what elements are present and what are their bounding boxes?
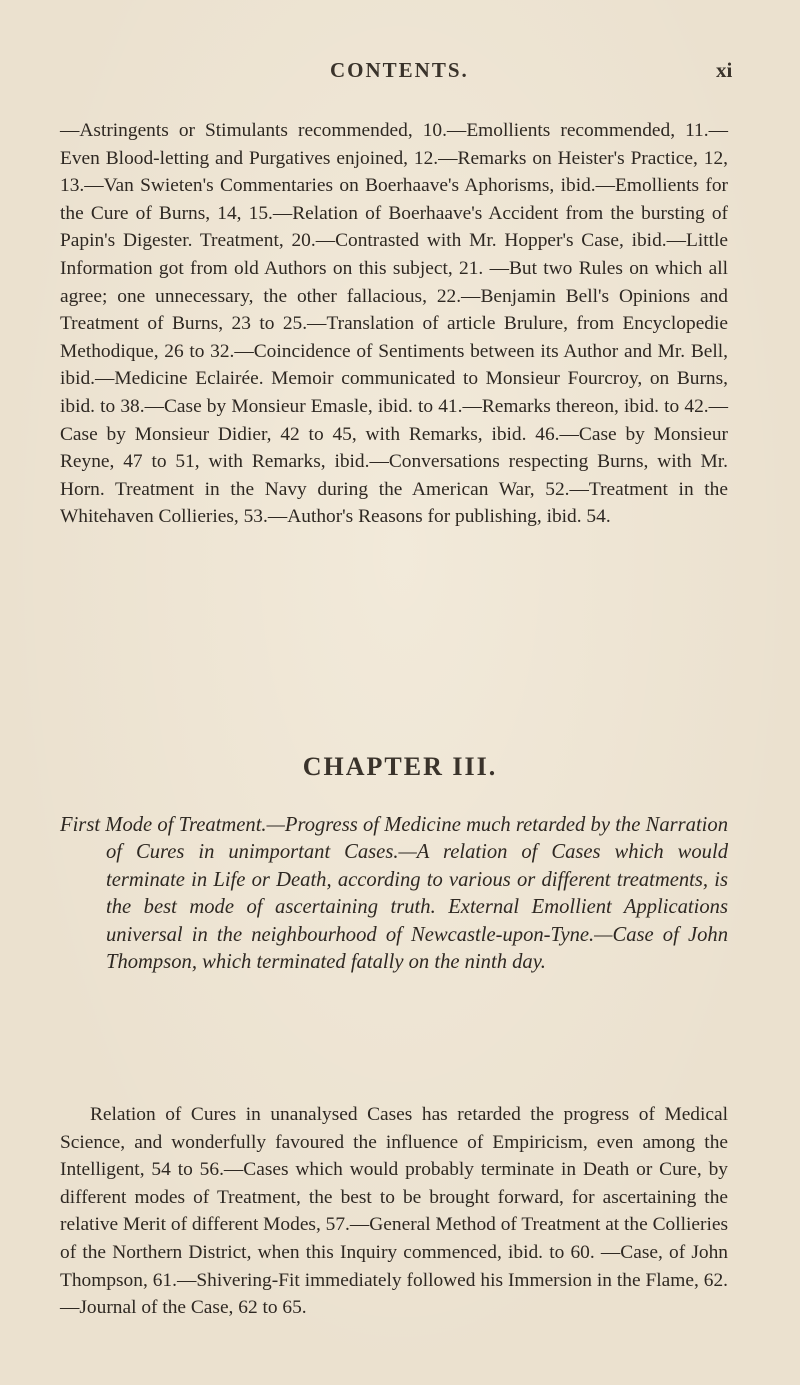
chapter-summary-paragraph: Relation of Cures in unanalysed Cases has retarded the progress of Medical Science, and wonderfully favoured the influence of Empiricism, even among the Intelligent, 54 to 56.—Cases which would probably terminate in Death or Cure, by different modes of Treatment, the best to be brought forward, for ascertaining the relative Merit of different Modes, 57.—General Method of Treatment at the Collieries of the Northern District, when this Inquiry commenced, ibid. to 60. —Case, of John Thompson, 61.—Shivering-Fit immediately followed his Immersion in the Flame, 62.—Journal of the Case, 62 to 65. <box>60 1104 728 1319</box>
running-head <box>0 58 800 88</box>
page-number: xi <box>716 58 733 82</box>
chapter-argument: First Mode of Treatment.—Progress of Medicine much retarded by the Narration of Cures in unimportant Cases.—A relation of Cases which would terminate in Life or Death, according to various or different treatments, is the best mode of ascertaining truth. External Emollient Applications universal in the neighbourhood of Newcastle-upon-Tyne.—Case of John Thompson, which terminated fatally on the ninth day. <box>60 814 728 974</box>
running-title: CONTENTS. <box>330 58 469 82</box>
contents-paragraph: —Astringents or Stimulants recommended, 10.—Emollients recommended, 11.—Even Blood-letting and Purgatives enjoined, 12.—Remarks on Heister's Practice, 12, 13.—Van Swieten's Commentaries on Boerhaave's Aphorisms, ibid.—Emollients for the Cure of Burns, 14, 15.—Relation of Boerhaave's Accident from the bursting of Papin's Digester. Treatment, 20.—Contrasted with Mr. Hopper's Case, ibid.—Little Information got from old Authors on this subject, 21. —But two Rules on which all agree; one unnecessary, the other fallacious, 22.—Benjamin Bell's Opinions and Treatment of Burns, 23 to 25.—Translation of article Brulure, from Encyclopedie Methodique, 26 to 32.—Coincidence of Sentiments between its Author and Mr. Bell, ibid.—Medicine Eclairée. Memoir communicated to Monsieur Fourcroy, on Burns, ibid. to 38.—Case by Monsieur Emasle, ibid. to 41.—Remarks thereon, ibid. to 42.—Case by Monsieur Didier, 42 to 45, with Remarks, ibid. 46.—Case by Monsieur Reyne, 47 to 51, with Remarks, ibid.—Conversations respecting Burns, with Mr. Horn. Treatment in the Navy during the American War, 52.—Treatment in the Whitehaven Collieries, 53.—Author's Reasons for publishing, ibid. 54. <box>60 120 728 528</box>
chapter-heading: CHAPTER III. <box>302 752 498 781</box>
